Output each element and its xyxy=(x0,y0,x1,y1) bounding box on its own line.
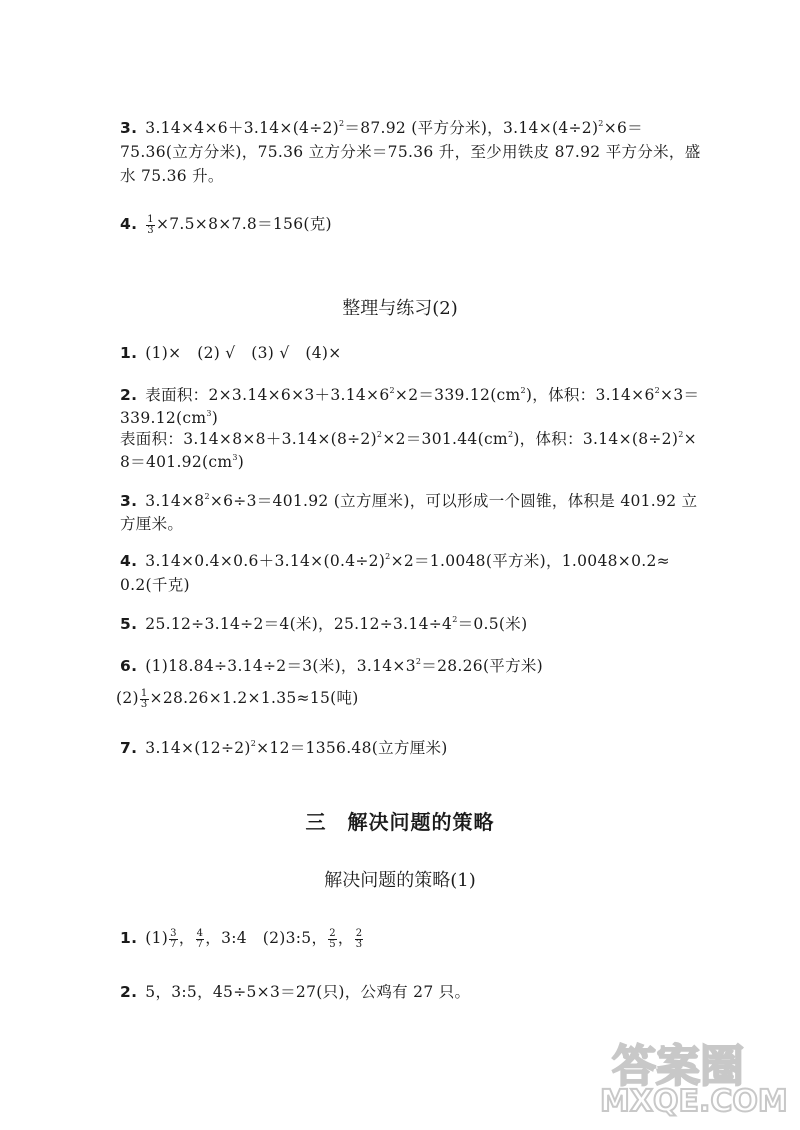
chapter-heading: 三 解决问题的策略 xyxy=(305,810,495,834)
fraction: $\frac{1}{3}$ xyxy=(147,213,154,236)
item-number: 1. xyxy=(120,344,138,362)
watermark-url: MXQE.COM xyxy=(600,1084,788,1119)
review-6-line-1: 6. (1)18.84÷3.14÷2＝3(米)，$3.14\times 3^2=28.26$(平方米) xyxy=(120,657,544,675)
problem-3-line-3: 水 75.36 升。 xyxy=(120,167,224,185)
problem-3-line-2: 75.36(立方分米)，75.36 立方分米＝75.36 升，至少用铁皮 87.92 平方分米，盛 xyxy=(120,143,701,161)
review-7-line: 7. $3.14\times(12\div 2)^2\times 12=1356.48$(立方厘米) xyxy=(120,739,448,757)
fraction: $\frac{4}{7}$ xyxy=(196,927,204,950)
review-4-line-1: 4. $3.14\times 0.4\times 0.6+3.14\times(0.4\div 2)^2\times 2=1.0048$(平方米)，1.0048×0.2≈ xyxy=(120,552,670,570)
fraction: $\frac{3}{7}$ xyxy=(170,927,177,950)
item-number: 7. xyxy=(120,739,138,757)
review-2-line-3: 表面积：$3.14\times 8\times 8+3.14\times(8\div 2)^2\times 2=301.44(cm^2)$，体积：$3.14\times(8\div 2)^2\times$ xyxy=(120,430,697,448)
item-number: 1. xyxy=(120,929,138,947)
item-number: 6. xyxy=(120,657,138,675)
review-5-line: 5. 25.12÷3.14÷2＝4(米)，$25.12\div 3.14\div 4^2=0.5$(米) xyxy=(120,615,528,633)
item-number: 4. xyxy=(120,215,138,233)
review-2-line-2: $339.12(cm^3)$ xyxy=(120,409,219,427)
item-number: 3. xyxy=(120,119,138,137)
review-4-line-2: 0.2(千克) xyxy=(120,576,190,594)
problem-3-line-1: 3. $3.14\times 4\times 6+3.14\times(4\div 2)^2=87.92$ (平方分米)，$3.14\times(4\div 2)^2\times 6=$ xyxy=(120,119,643,137)
section-heading-strategy: 解决问题的策略(1) xyxy=(324,870,476,891)
item-number: 4. xyxy=(120,552,138,570)
strategy-1-line: 1. (1) $\frac{3}{7}$ ， $\frac{4}{7}$ ，3:4 (2)3:5， $\frac{2}{5}$ ， $\frac{2}{3}$ xyxy=(120,927,363,950)
item-number: 2. xyxy=(120,386,138,404)
item-number: 2. xyxy=(120,983,138,1001)
review-3-line-2: 方厘米。 xyxy=(120,515,184,533)
review-6-line-2: (2) $\frac{1}{3}$ ×28.26×1.2×1.35≈15(吨) xyxy=(116,687,359,710)
fraction: $\frac{2}{3}$ xyxy=(355,927,363,950)
watermark-logo: 答案圈 xyxy=(612,1041,744,1092)
section-heading-review: 整理与练习(2) xyxy=(342,298,458,319)
review-2-line-1: 2. 表面积：$2\times 3.14\times 6\times 3+3.14\times 6^2\times 2=339.12(cm^2)$，体积：$3.14\times 6^2\times 3=$ xyxy=(120,386,700,404)
review-2-line-4: $8=401.92(cm^3)$ xyxy=(120,453,245,471)
problem-4-line: 4. $\frac{1}{3}$ ×7.5×8×7.8＝156(克) xyxy=(120,213,332,236)
fraction: $\frac{2}{5}$ xyxy=(329,927,336,950)
fraction: $\frac{1}{3}$ xyxy=(140,687,148,710)
review-1-line: 1. (1)× (2) √ (3) √ (4)× xyxy=(120,344,342,362)
item-number: 3. xyxy=(120,492,138,510)
review-3-line-1: 3. $3.14\times 8^2\times 6\div 3=401.92$ (立方厘米)，可以形成一个圆锥，体积是 401.92 立 xyxy=(120,492,698,510)
strategy-2-line: 2. 5，3:5，45÷5×3＝27(只)，公鸡有 27 只。 xyxy=(120,983,471,1001)
item-number: 5. xyxy=(120,615,138,633)
